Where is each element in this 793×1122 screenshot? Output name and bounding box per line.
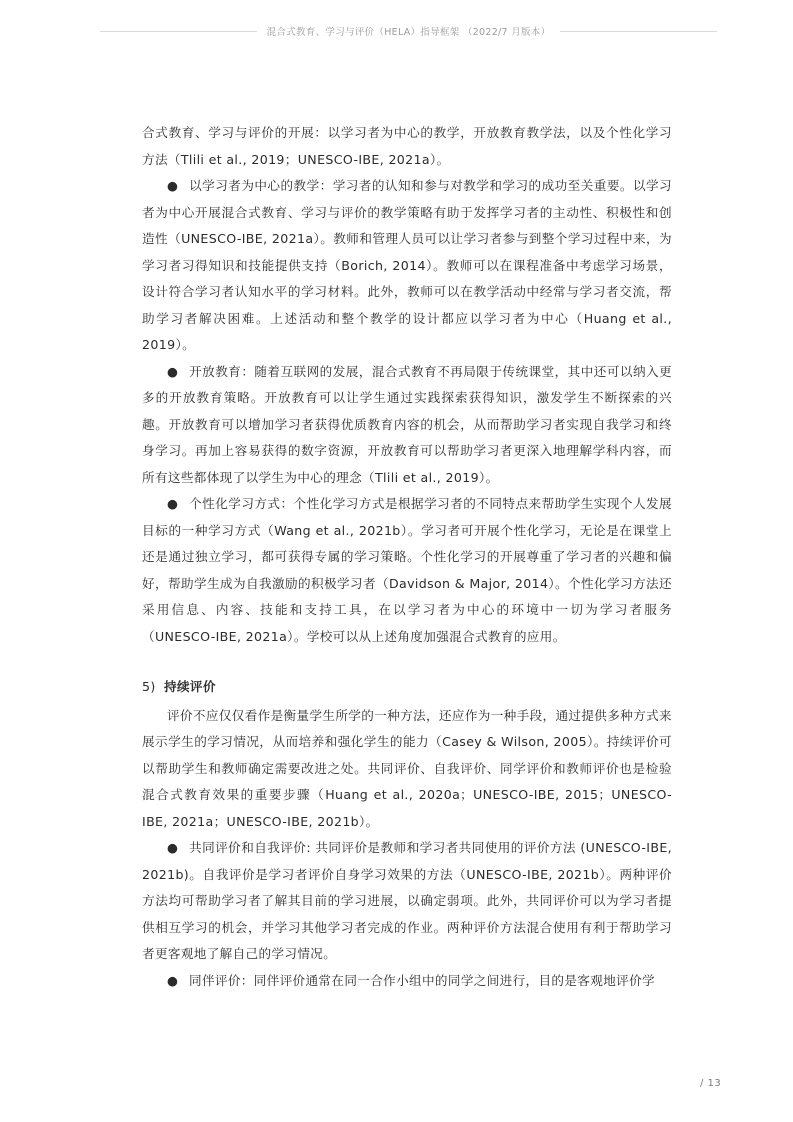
section-number: 5) bbox=[142, 679, 156, 694]
section-heading bbox=[142, 674, 672, 701]
bullet-personalized-learning bbox=[142, 491, 672, 650]
header-rule-right bbox=[560, 31, 717, 32]
section-title: 持续评价 bbox=[164, 679, 216, 694]
bullet-dot: ● bbox=[167, 496, 179, 511]
page-body bbox=[142, 120, 672, 994]
bullet-dot: ● bbox=[167, 363, 179, 379]
running-header bbox=[100, 22, 717, 40]
header-title: 混合式教育、学习与评价（HELA）指导框架 （2022/7 月版本） bbox=[266, 27, 551, 38]
bullet-dot: ● bbox=[167, 840, 179, 855]
paragraph-continuous-assessment: 评价不应仅仅看作是衡量学生所学的一种方法，还应作为一种手段，通过提供多种方式来展示学生的学习情况，从而培养和强化学生的能力（Casey & Wilson, 2005）。持续评价可以帮助学生和教师确定需要改进之处。共同评价、自我评价、同学评价和教师评价也是检验混合式教育效果的重要步骤（Huang et al., 2020a；UNESCO-IBE, 2015；UNESCO-IBE, 2021a；UNESCO-IBE, 2021b）。 bbox=[142, 707, 672, 829]
bullet-text: 开放教育：随着互联网的发展，混合式教育不再局限于传统课堂，其中还可以纳入更多的开放教育策略。开放教育可以让学生通过实践探索获得知识，激发学生不断探索的兴趣。开放教育可以增加学习者获得优质教育内容的机会，从而帮助学习者实现自我学习和终身学习。再加上容易获得的数字资源，开放教育可以帮助学习者更深入地理解学科内容，而所有这些都体现了以学生为中心的理念（Tlili et al., 2019）。 bbox=[142, 363, 672, 485]
bullet-text: 共同评价和自我评价: 共同评价是教师和学习者共同使用的评价方法 (UNESCO-IBE, 2021b)。自我评价是学习者评价自身学习效果的方法（UNESCO-IBE, 2021b）。两种评价方法均可帮助学习者了解其目前的学习进展，以确定弱项。此外，共同评价可以为学习者提供相互学习的机会，并学习其他学习者完成的作业。两种评价方法混合使用有利于帮助学习者更客观地了解自己的学习情况。 bbox=[142, 840, 672, 961]
bullet-dot: ● bbox=[167, 178, 179, 193]
bullet-open-education bbox=[142, 359, 672, 492]
bullet-text: 以学习者为中心的教学：学习者的认知和参与对教学和学习的成功至关重要。以学习者为中心开展混合式教育、学习与评价的教学策略有助于发挥学习者的主动性、积极性和创造性（UNESCO-IBE, 2021a）。教师和管理人员可以让学习者参与到整个学习过程中来，为学习者习得知识和技能提供支持（Borich, 2014）。教师可以在课程准备中考虑学习场景，设计符合学习者认知水平的学习材料。此外，教师可以在教学活动中经常与学习者交流，帮助学习者解决困难。上述活动和整个教学的设计都应以学习者为中心（Huang et al., 2019）。 bbox=[142, 178, 672, 352]
bullet-dot: ● bbox=[167, 972, 179, 988]
bullet-learner-centered bbox=[142, 173, 672, 359]
bullet-co-self-assessment bbox=[142, 835, 672, 968]
paragraph-continued: 合式教育、学习与评价的开展：以学习者为中心的教学，开放教育教学法，以及个性化学习方法（Tlili et al., 2019；UNESCO-IBE, 2021a）。 bbox=[142, 125, 672, 167]
bullet-peer-assessment bbox=[142, 968, 672, 995]
bullet-text: 同伴评价：同伴评价通常在同一合作小组中的同学之间进行，目的是客观地评价学 bbox=[189, 972, 655, 988]
header-rule-left bbox=[100, 31, 257, 32]
page-number: / 13 bbox=[700, 1078, 722, 1089]
bullet-text: 个性化学习方式：个性化学习方式是根据学习者的不同特点来帮助学生实现个人发展目标的一种学习方式（Wang et al., 2021b）。学习者可开展个性化学习，无论是在课堂上还是通过独立学习，都可获得专属的学习策略。个性化学习的开展尊重了学习者的兴趣和偏好，帮助学生成为自我激励的积极学习者（Davidson & Major, 2014）。个性化学习方法还采用信息、内容、技能和支持工具，在以学习者为中心的环境中一切为学习者服务（UNESCO-IBE, 2021a）。学校可以从上述角度加强混合式教育的应用。 bbox=[142, 496, 672, 644]
